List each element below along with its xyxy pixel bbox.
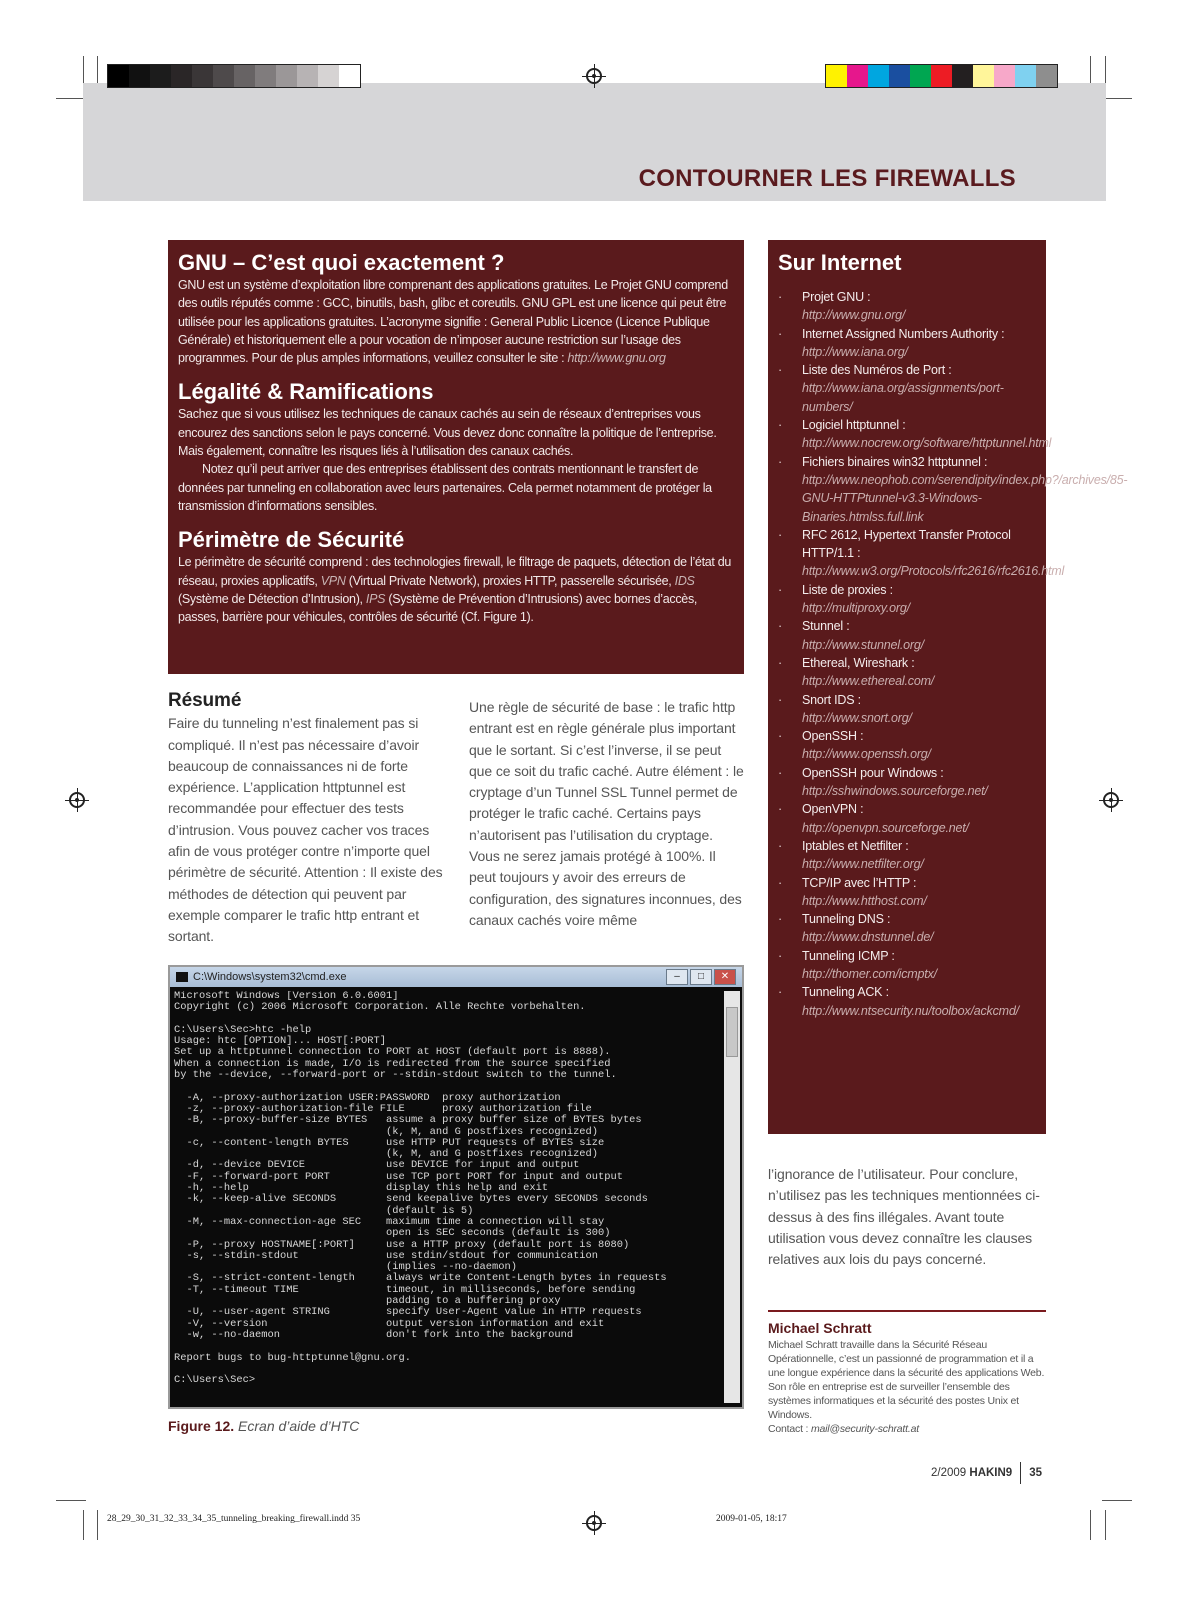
console-output: Microsoft Windows [Version 6.0.6001] Copyright (c) 2006 Microsoft Corporation. Alle Rechte vorbehalten. C:\Users\Sec>htc -help Usage: htc [OPTION]... HOST[:PORT] Set up a httptunnel connection to PORT at HOST (default port is 8888). When a connection is made, I/O is redirected from the source specified by the --device, --forward-port or --stdin-stdout switch to the tunnel. -A, --proxy-authorization USER:PASSWORD proxy authorization -z, --proxy-authorization-file FILE proxy authorization file -B, --proxy-buffer-size BYTES assume a proxy buffer size of BYTES bytes (k, M, and G postfixes recognized) -c, --content-length BYTES use HTTP PUT requests of BYTES size (k, M, and G postfixes recognized) -d, --device DEVICE use DEVICE for input and output -F, --forward-port PORT use TCP port PORT for input and output -h, --help display this help and exit -k, --keep-alive SECONDS send keepalive bytes every SECONDS seconds (default is 5) -M, --max-connection-age SEC maximum time a connection will stay open is SEC seconds (default is 300) -P, --proxy HOSTNAME[:PORT] use a HTTP proxy (default port is 8080) -s, --stdin-stdout use stdin/stdout for communication (implies --no-daemon) -S, --strict-content-length always write Content-Length bytes in requests -T, --timeout TIME timeout, in milliseconds, before sending padding to a buffering proxy -U, --user-agent STRING specify User-Agent value in HTTP requests -V, --version output version information and exit -w, --no-daemon don't fork into the background Report bugs to bug-httptunnel@gnu.org. C:\Users\Sec>	[174, 991, 667, 1387]
figure-console-screenshot	[168, 965, 744, 1409]
list-item	[778, 983, 1036, 1020]
swatch	[847, 65, 868, 87]
list-item	[778, 416, 1052, 453]
link-label: · Fichiers binaires win32 httptunnel :	[802, 454, 988, 469]
list-item	[778, 691, 1036, 728]
section-title: CONTOURNER LES FIREWALLS	[638, 165, 1016, 192]
author-bio: Michael Schratt travaille dans la Sécurité Réseau Opérationnelle, c’est un passionné de programmation et il a une longue expérience dans la sécurité des applications Web. Son rôle en entreprise est de surveiller l’ensemble des systèmes informatiques et la sécurité des postes Unix et Windows. Contact : mail@security-schratt.at	[768, 1339, 1045, 1435]
link-label: · OpenSSH pour Windows :	[802, 765, 944, 780]
swatch	[339, 65, 360, 87]
swatch	[826, 65, 847, 87]
link-url[interactable]: http://www.snort.org/	[802, 710, 912, 725]
footer-separator	[1020, 1462, 1021, 1484]
legalite-paragraph-1: Sachez que si vous utilisez les techniques de canaux cachés au sein de réseaux d’entreprises vous encourez des sanctions selon le pays concerné. Vous devez donc connaître la politique de l’entreprise. Mais également, connaître les risques liés à l’utilisation des canaux cachés.	[178, 407, 717, 459]
list-item	[778, 617, 1036, 654]
maximize-icon: □	[690, 969, 712, 985]
registration-mark-icon	[69, 792, 85, 808]
sidebar-sur-internet	[768, 240, 1128, 1134]
figure-caption-text: Ecran d’aide d’HTC	[238, 1418, 360, 1434]
scrollbar-thumb	[726, 1007, 738, 1057]
resume-column-2	[469, 697, 744, 931]
color-calibration-bar	[825, 64, 1058, 88]
gnu-paragraph: GNU est un système d’exploitation libre comprenant des applications gratuites. Le Projet GNU comprend des outils réputés comme : GCC, binutils, bash, glibc et coreutils. GNU GPL est une licence qui peut être utilisée pour les applications gratuites. L’acronyme signifie : General Public Licence (Licence Publique Générale) et historiquement elle a pour vocation de n’imposer aucune restriction sur l’usage des programmes. Pour de plus amples informations, veuillez consulter le site : http://www.gnu.org	[178, 278, 728, 366]
list-item	[778, 453, 1128, 526]
swatch	[952, 65, 973, 87]
swatch	[931, 65, 952, 87]
link-label: · Logiciel httptunnel :	[802, 418, 906, 433]
list-item	[778, 288, 1036, 325]
link-url[interactable]: http://www.iana.org/	[802, 344, 908, 359]
link-label: · TCP/IP avec l’HTTP :	[802, 875, 917, 890]
crop-mark	[1090, 1510, 1091, 1540]
link-url[interactable]: http://www.neophob.com/serendipity/index.php?/archives/85-GNU-HTTPtunnel-v3.3-Windows-Binaries.htmlss.full.link	[802, 472, 1128, 524]
resume-column-3	[768, 1164, 1048, 1270]
link-label: · Liste des Numéros de Port :	[802, 363, 952, 378]
link-url[interactable]: http://www.ethereal.com/	[802, 674, 935, 689]
link-label: · Stunnel :	[802, 619, 850, 634]
console-titlebar	[170, 967, 742, 987]
link-url[interactable]: http://www.openssh.org/	[802, 747, 931, 762]
crop-mark	[97, 56, 98, 86]
resume-heading: Résumé	[168, 690, 242, 711]
swatch	[973, 65, 994, 87]
link-label: · Tunneling ACK :	[802, 985, 889, 1000]
link-url[interactable]: http://www.w3.org/Protocols/rfc2616/rfc2616.html	[802, 564, 1065, 579]
gnu-link[interactable]: http://www.gnu.org	[567, 351, 666, 366]
legalite-paragraph-2: Notez qu’il peut arriver que des entreprises établissent des contrats mentionnant le transfert de données par tunneling en collaboration avec leurs partenaires. Cela permet notamment de protéger la transmission d’informations sensibles.	[178, 462, 712, 513]
cmd-icon	[176, 972, 188, 982]
swatch	[868, 65, 889, 87]
registration-mark-icon	[586, 68, 602, 84]
list-item	[778, 727, 1036, 764]
window-controls	[666, 969, 736, 985]
resume-column-1	[168, 690, 450, 948]
crop-mark	[97, 1510, 98, 1540]
crop-mark	[1102, 98, 1132, 99]
link-url[interactable]: http://www.dnstunnel.de/	[802, 930, 934, 945]
list-item	[778, 526, 1065, 581]
list-item	[778, 581, 1036, 618]
link-label: · Projet GNU :	[802, 290, 871, 304]
crop-mark	[83, 56, 84, 86]
file-timestamp: 2009-01-05, 18:17	[716, 1514, 787, 1524]
grayscale-bar	[107, 64, 361, 88]
gnu-heading: GNU – C’est quoi exactement ?	[178, 250, 505, 275]
link-label: · OpenVPN :	[802, 802, 864, 817]
list-item	[778, 764, 1036, 801]
page-footer	[931, 1462, 1042, 1484]
link-url[interactable]: http://multiproxy.org/	[802, 601, 910, 616]
link-label: · Ethereal, Wireshark :	[802, 655, 915, 670]
swatch	[192, 65, 213, 87]
figure-caption	[168, 1418, 359, 1434]
perimetre-heading: Périmètre de Sécurité	[178, 527, 405, 553]
link-label: · Snort IDS :	[802, 692, 861, 707]
page-number: 35	[1029, 1467, 1042, 1479]
close-icon: ✕	[714, 969, 736, 985]
swatch	[108, 65, 129, 87]
console-scrollbar	[724, 991, 740, 1403]
legalite-heading: Légalité & Ramifications	[178, 379, 434, 405]
link-url[interactable]: http://www.nocrew.org/software/httptunnel.html	[802, 436, 1052, 451]
registration-mark-icon	[1103, 792, 1119, 808]
swatch	[889, 65, 910, 87]
link-url[interactable]: http://www.gnu.org/	[802, 308, 906, 323]
link-url[interactable]: http://www.netfilter.org/	[802, 857, 924, 872]
minimize-icon: –	[666, 969, 688, 985]
author-name: Michael Schratt	[768, 1320, 872, 1336]
swatch	[994, 65, 1015, 87]
crop-mark	[1090, 56, 1091, 86]
registration-mark-icon	[586, 1515, 602, 1531]
sidebar-heading: Sur Internet	[778, 250, 902, 275]
link-url[interactable]: http://sshwindows.sourceforge.net/	[802, 784, 988, 799]
file-slug: 28_29_30_31_32_33_34_35_tunneling_breaking_firewall.indd 35	[107, 1514, 361, 1524]
gnu-section	[178, 250, 734, 367]
swatch	[150, 65, 171, 87]
author-email[interactable]: mail@security-schratt.at	[810, 1423, 919, 1435]
link-list	[778, 288, 1128, 1020]
resume-text-2: Une règle de sécurité de base : le trafic http entrant est en règle générale plus important que le sortant. Si c’est l’inverse, il se peut que ce soit du trafic caché. Autre élément : le cryptage d’un Tunnel SSL Tunnel permet de protéger le trafic caché. Certains pays n’autorisent pas l’utilisation du cryptage. Vous ne serez jamais protégé à 100%. Il peut toujours y avoir des erreurs de configuration, des signatures inconnues, des canaux cachés voire même	[469, 699, 744, 928]
link-label: · Tunneling ICMP :	[802, 948, 895, 963]
swatch	[1036, 65, 1057, 87]
link-url[interactable]: http://openvpn.sourceforge.net/	[802, 820, 969, 835]
link-label: · Liste de proxies :	[802, 582, 893, 597]
list-item	[778, 361, 1036, 416]
swatch	[171, 65, 192, 87]
swatch	[255, 65, 276, 87]
swatch	[234, 65, 255, 87]
console-window-title: C:\Windows\system32\cmd.exe	[193, 971, 347, 983]
perimetre-section	[178, 527, 734, 626]
link-url[interactable]: http://www.iana.org/assignments/port-numbers/	[802, 381, 1004, 414]
issue-info: 2/2009 HAKIN9	[931, 1467, 1013, 1479]
swatch	[297, 65, 318, 87]
crop-mark	[1105, 56, 1106, 86]
swatch	[910, 65, 931, 87]
link-label: · RFC 2612, Hypertext Transfer Protocol HTTP/1.1 :	[802, 527, 1011, 561]
crop-mark	[1105, 1510, 1106, 1540]
link-label: · Iptables et Netfilter :	[802, 838, 909, 853]
link-label: · Tunneling DNS :	[802, 912, 891, 927]
link-label: · OpenSSH :	[802, 729, 864, 744]
list-item	[778, 910, 1036, 947]
crop-mark	[1102, 1500, 1132, 1501]
link-url[interactable]: http://www.ntsecurity.nu/toolbox/ackcmd/	[802, 1003, 1019, 1018]
list-item	[778, 325, 1036, 362]
link-url[interactable]: http://www.htthost.com/	[802, 893, 927, 908]
figure-label: Figure 12.	[168, 1418, 235, 1434]
resume-text-1: Faire du tunneling n’est finalement pas si compliqué. Il n’est pas nécessaire d’avoir beaucoup de connaissances ni de forte expérience. L’application httptunnel est recommandée pour effectuer des tests d’intrusion. Vous pouvez cacher vos traces afin de vous protéger contre n’importe quel périmètre de sécurité. Attention : Il existe des méthodes de détection qui peuvent par exemple comparer le trafic http entrant et sortant.	[168, 715, 443, 945]
list-item	[778, 947, 1036, 984]
crop-mark	[56, 1500, 86, 1501]
author-divider	[768, 1310, 1046, 1312]
legalite-section	[178, 379, 734, 515]
list-item	[778, 654, 1036, 691]
perimetre-paragraph: Le périmètre de sécurité comprend : des technologies firewall, le filtrage de paquets, détection de l’état du réseau, proxies applicatifs, VPN (Virtual Private Network), proxies HTTP, passerelle sécurisée, IDS (Système de Détection d’Intrusion), IPS (Système de Prévention d’Intrusions) avec bornes d’accès, passes, barrière pour véhicules, contrôles de sécurité (Cf. Figure 1).	[178, 555, 732, 625]
crop-mark	[56, 98, 86, 99]
link-url[interactable]: http://thomer.com/icmptx/	[802, 966, 937, 981]
swatch	[129, 65, 150, 87]
swatch	[276, 65, 297, 87]
link-label: · Internet Assigned Numbers Authority :	[802, 326, 1005, 341]
swatch	[1015, 65, 1036, 87]
swatch	[213, 65, 234, 87]
list-item	[778, 874, 1036, 911]
crop-mark	[83, 1510, 84, 1540]
list-item	[778, 837, 1036, 874]
resume-text-3: l’ignorance de l’utilisateur. Pour conclure, n’utilisez pas les techniques mentionnées ci-dessus à des fins illégales. Avant toute utilisation vous devez connaître les clauses relatives aux lois du pays concerné.	[768, 1166, 1040, 1268]
swatch	[318, 65, 339, 87]
link-url[interactable]: http://www.stunnel.org/	[802, 637, 924, 652]
info-box-main	[168, 240, 744, 674]
list-item	[778, 800, 1036, 837]
